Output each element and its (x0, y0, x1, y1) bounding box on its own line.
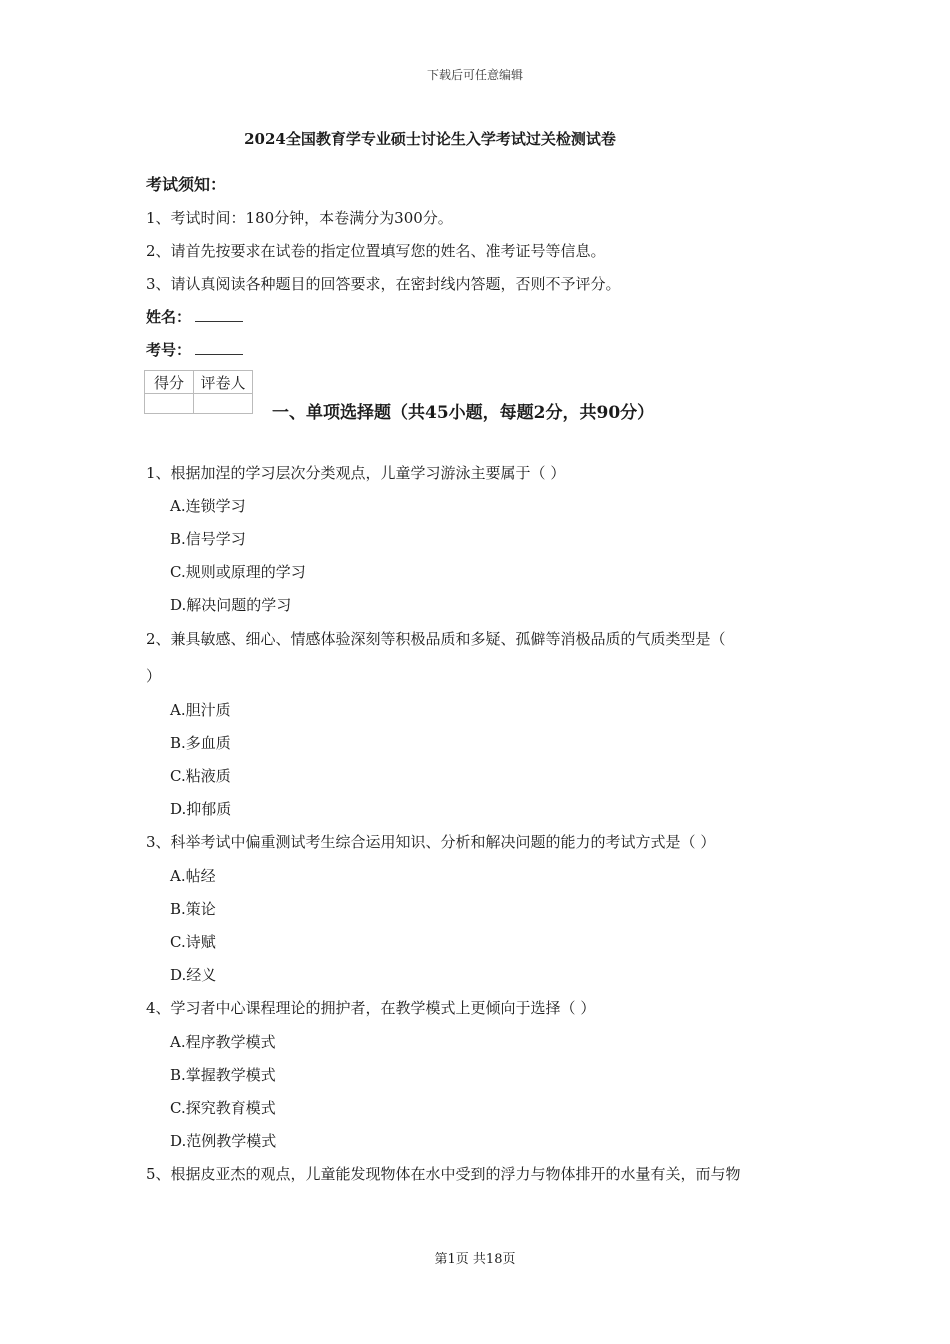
notice-item: 3、请认真阅读各种题目的回答要求，在密封线内答题，否则不予评分。 (146, 275, 621, 293)
question-option: D.抑郁质 (170, 800, 232, 818)
notice-heading: 考试须知： (146, 175, 227, 194)
question-option: B.掌握教学模式 (170, 1066, 276, 1084)
question-stem: 5、根据皮亚杰的观点，儿童能发现物体在水中受到的浮力与物体排开的水量有关，而与物 (146, 1165, 741, 1183)
question-option: D.解决问题的学习 (170, 596, 292, 614)
exam-number-blank (195, 340, 243, 355)
question-stem: 2、兼具敏感、细心、情感体验深刻等积极品质和多疑、孤僻等消极品质的气质类型是（ (146, 630, 726, 648)
name-blank (195, 307, 243, 322)
question-option: D.经义 (170, 966, 217, 984)
question-option: C.规则或原理的学习 (170, 563, 306, 581)
question-option: C.探究教育模式 (170, 1099, 276, 1117)
score-header: 得分 (145, 371, 194, 394)
name-field (146, 307, 243, 327)
exam-number-label: 考号： (146, 341, 192, 359)
score-cell (145, 394, 194, 414)
question-option: D.范例教学模式 (170, 1132, 277, 1150)
notice-item: 2、请首先按要求在试卷的指定位置填写您的姓名、准考证号等信息。 (146, 242, 606, 260)
question-option: B.多血质 (170, 734, 231, 752)
question-option: C.粘液质 (170, 767, 231, 785)
question-option: A.连锁学习 (170, 497, 246, 515)
question-stem: 4、学习者中心课程理论的拥护者，在教学模式上更倾向于选择（ ） (146, 999, 596, 1017)
exam-number-field (146, 340, 243, 360)
name-label: 姓名： (146, 308, 192, 326)
score-table (144, 370, 253, 414)
question-stem-continuation: ） (146, 667, 162, 685)
notice-item: 1、考试时间：180分钟，本卷满分为300分。 (146, 209, 453, 227)
header-note: 下载后可任意编辑 (426, 68, 523, 82)
question-option: B.策论 (170, 900, 216, 918)
question-stem: 3、科举考试中偏重测试考生综合运用知识、分析和解决问题的能力的考试方式是（ ） (146, 833, 716, 851)
document-title: 2024全国教育学专业硕士讨论生入学考试过关检测试卷 (244, 130, 616, 148)
question-option: A.帖经 (170, 867, 216, 885)
page-footer: 第1页 共18页 (434, 1252, 516, 1267)
grader-header: 评卷人 (194, 371, 253, 394)
question-stem: 1、根据加涅的学习层次分类观点，儿童学习游泳主要属于（ ） (146, 464, 566, 482)
grader-cell (194, 394, 253, 414)
question-option: C.诗赋 (170, 933, 216, 951)
section-title: 一、单项选择题（共45小题，每题2分，共90分） (272, 403, 655, 423)
question-option: A.程序教学模式 (170, 1033, 276, 1051)
question-option: B.信号学习 (170, 530, 246, 548)
question-option: A.胆汁质 (170, 701, 231, 719)
